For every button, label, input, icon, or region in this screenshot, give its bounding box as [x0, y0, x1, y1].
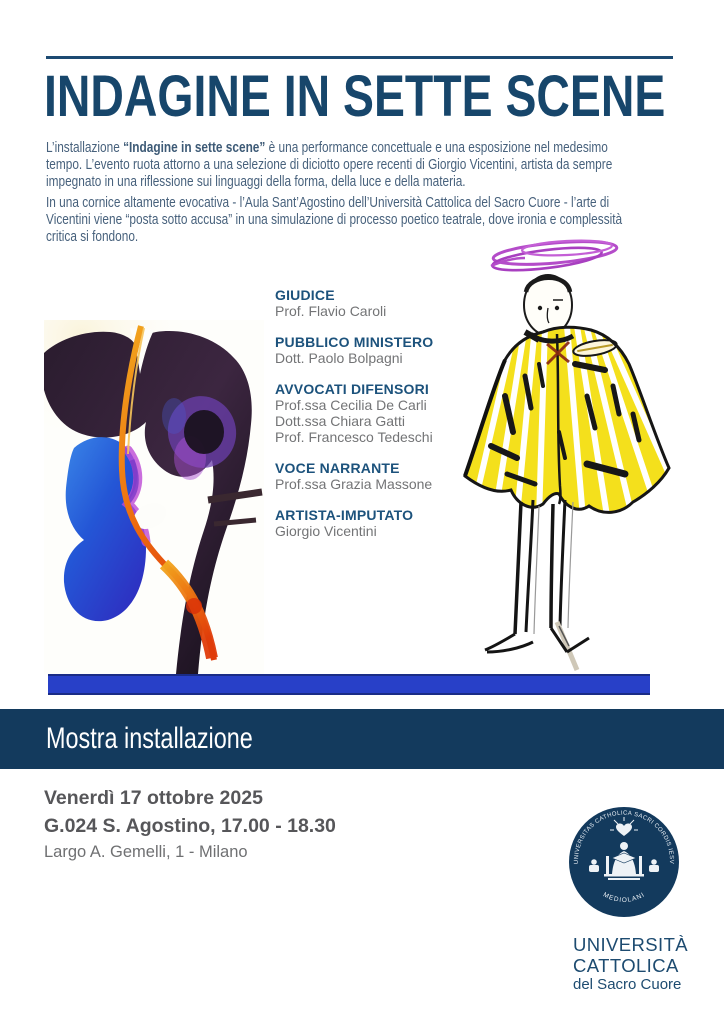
cast-name: Dott.ssa Chiara Gatti [275, 413, 405, 429]
cast-name: Prof. Flavio Caroli [275, 303, 387, 319]
cast-name: Prof.ssa Grazia Massone [275, 476, 433, 492]
intro-line-1 [46, 139, 686, 156]
cast-group-pubblico-ministero [275, 334, 433, 366]
halo-scribble [491, 238, 618, 275]
intro-line-4: In una cornice altamente evocativa - l’Aula Sant’Agostino dell’Università Cattolica del Sacro Cuore - l’arte di [46, 193, 610, 211]
intro-text: L’installazione [46, 139, 124, 156]
university-wordmark [573, 934, 688, 994]
intro-line-2: tempo. L’evento ruota attorno a una selezione di diciotto opere recenti di Giorgio Vicentini, artista da sempre [46, 156, 613, 174]
cast-name: Dott. Paolo Bolpagni [275, 350, 403, 366]
intro-paragraphs [46, 139, 686, 245]
cast-list [275, 287, 433, 554]
intro-line-3: impegnato in una riflessione sui linguaggi della forma, della luce e della materia. [46, 173, 466, 191]
cast-role: VOCE NARRANTE [275, 460, 400, 476]
artwork-image [44, 320, 264, 674]
band-title: Mostra installazione [46, 722, 253, 755]
seal-text-bottom: MEDIOLANI [601, 891, 647, 904]
wordmark-line1: UNIVERSITÀ [573, 934, 689, 955]
intro-bold-title: “Indagine in sette scene” [123, 139, 266, 156]
cast-role: PUBBLICO MINISTERO [275, 334, 434, 350]
cast-name: Giorgio Vicentini [275, 523, 377, 539]
wordmark-line3: del Sacro Cuore [573, 976, 682, 993]
university-seal [568, 806, 680, 918]
cast-group-avvocati-difensori [275, 381, 433, 445]
cast-group-voce-narrante [275, 460, 433, 492]
intro-text: è una performance concettuale e una esposizione nel medesimo [265, 139, 608, 156]
event-address: Largo A. Gemelli, 1 - Milano [44, 843, 248, 861]
cast-role: GIUDICE [275, 287, 335, 303]
section-band [0, 709, 724, 769]
cast-name: Prof. Francesco Tedeschi [275, 429, 433, 445]
cast-role: ARTISTA-IMPUTATO [275, 507, 414, 523]
wordmark-line2: CATTOLICA [573, 955, 679, 976]
top-rule [46, 56, 673, 59]
intro-line-6: critica si fondono. [46, 228, 139, 246]
cast-group-giudice [275, 287, 433, 319]
cast-group-artista-imputato [275, 507, 433, 539]
seal-text-top: UNIVERSITAS CATHOLICA SACRI CORDIS IESV [573, 810, 675, 865]
cast-role: AVVOCATI DIFENSORI [275, 381, 429, 397]
divider-bar [48, 674, 650, 695]
poster-title: INDAGINE IN SETTE SCENE [44, 64, 666, 129]
intro-line-5: Vicentini viene “posta sotto accusa” in una simulazione di processo poetico teatrale, dove ironia e complessità [46, 210, 623, 228]
event-date: Venerdì 17 ottobre 2025 [44, 787, 263, 809]
event-room-time: G.024 S. Agostino, 17.00 - 18.30 [44, 815, 336, 837]
cast-name: Prof.ssa Cecilia De Carli [275, 397, 427, 413]
event-details [44, 784, 336, 862]
figure-sketch [455, 236, 690, 672]
